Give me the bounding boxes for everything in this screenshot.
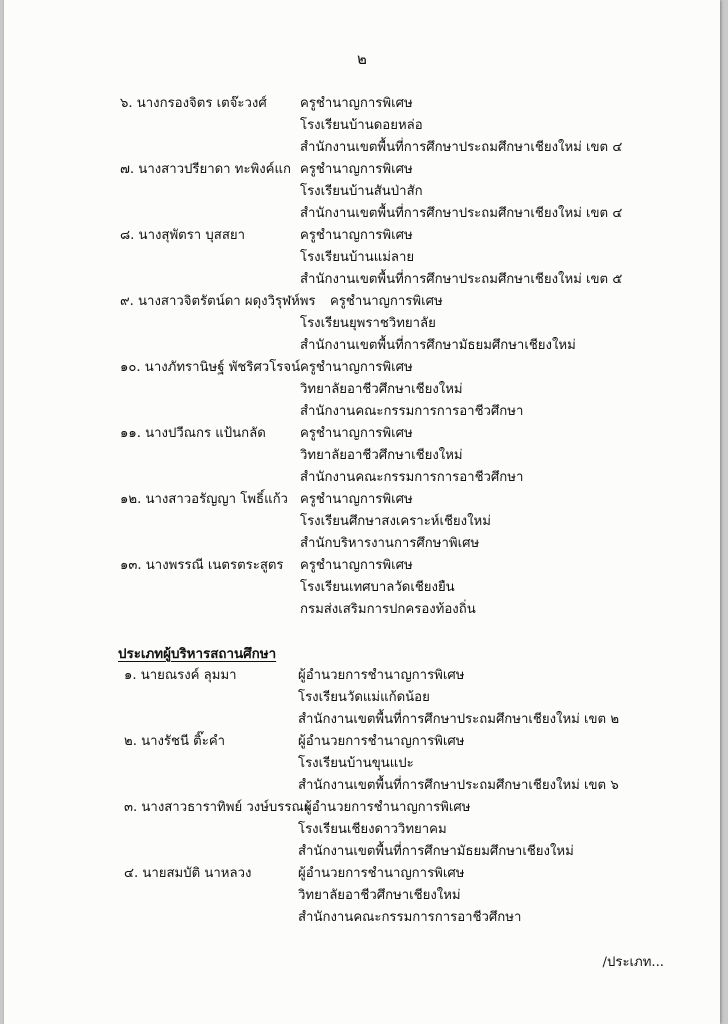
continuation-note: /ประเภท... [602, 955, 664, 970]
list-item [118, 555, 708, 621]
person-position: ผู้อำนวยการชำนาญการพิเศษ [298, 668, 465, 683]
person-position: ครูชำนาญการพิเศษ [330, 294, 443, 309]
person-office: สำนักงานเขตพื้นที่การศึกษาประถมศึกษาเชียงใหม่ เขต ๔ [300, 140, 623, 155]
person-name: ๑. นายณรงค์ ลุมมา [124, 668, 237, 683]
list-item [118, 797, 708, 863]
person-position: ครูชำนาญการพิเศษ [300, 558, 413, 573]
appointee-list [118, 93, 708, 929]
person-office: สำนักงานเขตพื้นที่การศึกษามัธยมศึกษาเชียงใหม่ [298, 844, 574, 859]
person-position: ครูชำนาญการพิเศษ [300, 162, 413, 177]
section-heading: ประเภทผู้บริหารสถานศึกษา [118, 646, 277, 662]
list-item [118, 291, 708, 357]
person-name: ๑๒. นางสาวอรัญญา โพธิ์แก้ว [120, 492, 288, 507]
list-item [118, 731, 708, 797]
person-office: สำนักบริหารงานการศึกษาพิเศษ [300, 536, 480, 551]
person-name: ๙. นางสาวจิตรัตน์ดา ผดุงวิรุฬห์พร [120, 294, 316, 309]
person-name: ๓. นางสาวธาราทิพย์ วงษ์บรรณะ [124, 800, 311, 815]
person-position: ครูชำนาญการพิเศษ [300, 228, 413, 243]
person-position: ผู้อำนวยการชำนาญการพิเศษ [298, 734, 465, 749]
list-item [118, 93, 708, 159]
person-school: โรงเรียนศึกษาสงเคราะห์เชียงใหม่ [300, 514, 491, 529]
person-name: ๑๑. นางปวีณกร แป้นกลัด [120, 426, 266, 441]
list-item [118, 357, 708, 423]
person-school: โรงเรียนเทศบาลวัดเชียงยืน [300, 580, 455, 595]
person-position: ผู้อำนวยการชำนาญการพิเศษ [304, 800, 471, 815]
person-school: วิทยาลัยอาชีวศึกษาเชียงใหม่ [300, 382, 463, 397]
person-school: โรงเรียนยุพราชวิทยาลัย [300, 316, 436, 331]
person-position: ผู้อำนวยการชำนาญการพิเศษ [298, 866, 465, 881]
person-position: ครูชำนาญการพิเศษ [300, 492, 413, 507]
document-page [4, 0, 720, 1024]
list-item [118, 159, 708, 225]
person-school: โรงเรียนบ้านดอยหล่อ [300, 118, 423, 133]
list-item [118, 423, 708, 489]
person-office: สำนักงานเขตพื้นที่การศึกษามัธยมศึกษาเชียงใหม่ [300, 338, 576, 353]
person-office: สำนักงานเขตพื้นที่การศึกษาประถมศึกษาเชียงใหม่ เขต ๒ [298, 712, 620, 727]
person-school: วิทยาลัยอาชีวศึกษาเชียงใหม่ [298, 888, 461, 903]
person-office: สำนักงานคณะกรรมการการอาชีวศึกษา [298, 910, 522, 925]
person-school: โรงเรียนบ้านสันป่าสัก [300, 184, 423, 199]
page-number: ๒ [357, 50, 367, 68]
person-office: สำนักงานเขตพื้นที่การศึกษาประถมศึกษาเชียงใหม่ เขต ๖ [298, 778, 619, 793]
person-school: โรงเรียนบ้านขุนแปะ [298, 756, 414, 771]
list-item [118, 863, 708, 929]
person-name: ๒. นางรัชนี ติ๊ะคำ [124, 734, 226, 749]
person-office: สำนักงานเขตพื้นที่การศึกษาประถมศึกษาเชียงใหม่ เขต ๕ [300, 272, 623, 287]
person-school: โรงเรียนวัดแม่แก้ดน้อย [298, 690, 430, 705]
list-item [118, 489, 708, 555]
list-item [118, 225, 708, 291]
person-position: ครูชำนาญการพิเศษ [300, 96, 413, 111]
person-office: สำนักงานคณะกรรมการการอาชีวศึกษา [300, 404, 524, 419]
person-office: สำนักงานเขตพื้นที่การศึกษาประถมศึกษาเชียงใหม่ เขต ๔ [300, 206, 623, 221]
person-name: ๖. นางกรองจิตร เตจ๊ะวงศ์ [120, 96, 267, 111]
person-school: โรงเรียนเชียงดาววิทยาคม [298, 822, 447, 837]
person-position: ครูชำนาญการพิเศษ [300, 426, 413, 441]
person-name: ๑๓. นางพรรณี เนตรตระสูตร [120, 558, 284, 573]
person-office: กรมส่งเสริมการปกครองท้องถิ่น [300, 602, 476, 617]
person-office: สำนักงานคณะกรรมการการอาชีวศึกษา [300, 470, 524, 485]
person-name: ๔. นายสมบัติ นาหลวง [124, 866, 252, 881]
person-name: ๑๐. นางภัทรานิษฐ์ พัชริศวโรจน์ [120, 360, 301, 375]
person-name: ๗. นางสาวปรียาดา ทะพิงค์แก [120, 162, 291, 177]
person-school: โรงเรียนบ้านแม่ลาย [300, 250, 415, 265]
person-school: วิทยาลัยอาชีวศึกษาเชียงใหม่ [300, 448, 463, 463]
list-item [118, 665, 708, 731]
person-name: ๘. นางสุพัตรา บุสสยา [120, 228, 246, 243]
person-position: ครูชำนาญการพิเศษ [300, 360, 413, 375]
section-spacer [118, 621, 708, 643]
